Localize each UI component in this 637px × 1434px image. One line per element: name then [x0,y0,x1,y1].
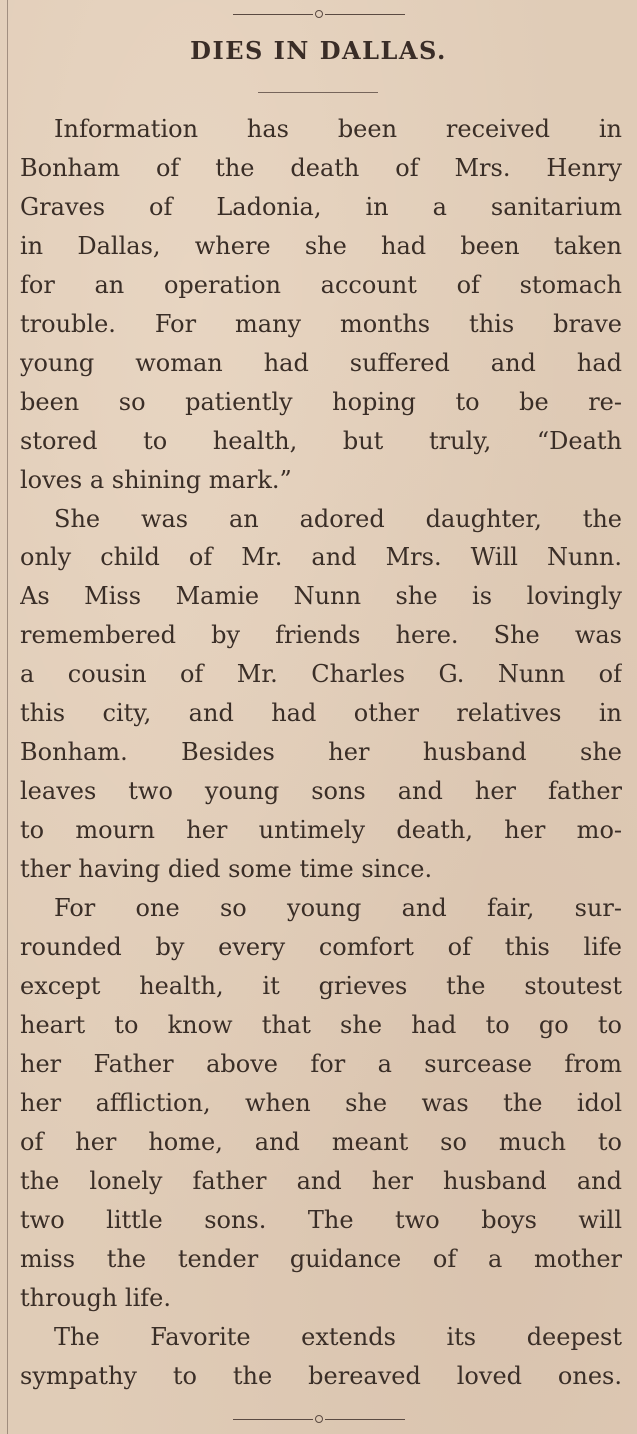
text-line: the lonely father and her husband and [20,1166,622,1195]
text-line: sympathy to the bereaved loved ones. [20,1361,622,1390]
text-line: two little sons. The two boys will [20,1205,622,1234]
text-line: only child of Mr. and Mrs. Will Nunn. [20,543,622,572]
text-line: her affliction, when she was the idol [20,1088,622,1117]
text-line: The Favorite extends its deepest [54,1322,622,1351]
text-line: except health, it grieves the stoutest [20,971,622,1000]
text-line: of her home, and meant so much to [20,1127,622,1156]
divider-line-right [325,1419,405,1420]
divider-line-left [233,1419,313,1420]
article-body [20,110,622,1395]
text-line: miss the tender guidance of a mother [20,1244,622,1273]
divider-knot-icon [315,1415,323,1423]
text-line: As Miss Mamie Nunn she is lovingly [20,582,622,611]
text-line: in Dallas, where she had been taken [20,231,622,260]
headline: DIES IN DALLAS. [190,36,447,65]
divider-line-right [325,14,405,15]
divider-line-left [233,14,313,15]
top-ornament-divider [0,10,637,18]
text-line: young woman had suffered and had [20,348,622,377]
text-line: through life. [20,1283,171,1312]
text-line: to mourn her untimely death, her mo- [20,816,622,845]
text-line: a cousin of Mr. Charles G. Nunn of [20,660,622,689]
text-line: For one so young and fair, sur- [54,894,622,923]
text-line: Graves of Ladonia, in a sanitarium [20,192,622,221]
text-line: Information has been received in [54,115,622,143]
text-line: been so patiently hoping to be re- [20,387,622,416]
text-line: ther having died some time since. [20,855,433,884]
text-line: leaves two young sons and her father [20,777,622,806]
text-line: rounded by every comfort of this life [20,933,622,962]
text-line: this city, and had other relatives in [20,699,622,728]
text-line: Bonham of the death of Mrs. Henry [20,153,622,182]
text-line: She was an adored daughter, the [54,504,622,533]
column-rule [7,0,8,1434]
text-line: stored to health, but truly, “Death [20,426,622,455]
text-line: her Father above for a surcease from [20,1049,622,1078]
text-line: remembered by friends here. She was [20,621,622,650]
bottom-ornament-divider [0,1415,637,1423]
text-line: heart to know that she had to go to [20,1010,622,1039]
headline-underline [258,92,378,93]
text-line: Bonham. Besides her husband she [20,738,622,767]
text-line: for an operation account of stomach [20,270,622,299]
divider-knot-icon [315,10,323,18]
text-line: trouble. For many months this brave [20,309,622,338]
text-line: loves a shining mark.” [20,465,292,494]
